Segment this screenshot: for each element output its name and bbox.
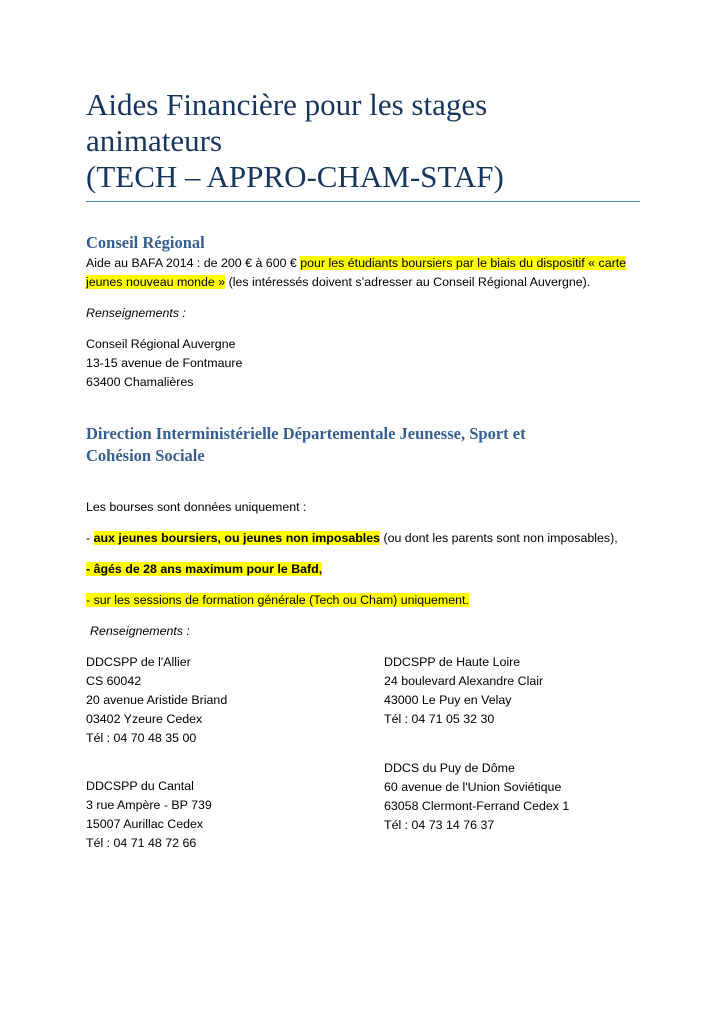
title-line-2: animateurs bbox=[86, 123, 223, 158]
contact-line: 63058 Clermont-Ferrand Cedex 1 bbox=[384, 799, 570, 813]
title-underline bbox=[86, 201, 640, 202]
contact-cantal bbox=[86, 777, 212, 853]
contact-line: 20 avenue Aristide Briand bbox=[86, 693, 228, 707]
contact-line: Tél : 04 71 48 72 66 bbox=[86, 836, 197, 850]
address-line: 13-15 avenue de Fontmaure bbox=[86, 356, 243, 370]
contact-line: DDCS du Puy de Dôme bbox=[384, 761, 515, 775]
contact-line: Tél : 04 73 14 76 37 bbox=[384, 818, 495, 832]
item3-text: - sur les sessions de formation générale (Tech ou Cham) uniquement. bbox=[86, 593, 469, 607]
conseil-renseignements-label: Renseignements : bbox=[86, 306, 186, 320]
direction-heading-line-1: Direction Interministérielle Départementale Jeunesse, Sport et bbox=[86, 424, 526, 443]
aid-prefix: Aide au BAFA 2014 : de 200 € à 600 € bbox=[86, 256, 301, 270]
aid-suffix: (les intéressés doivent s’adresser au Conseil Régional Auvergne). bbox=[225, 275, 591, 289]
page-title bbox=[86, 87, 646, 195]
item1-highlight: aux jeunes boursiers, ou jeunes non imposables bbox=[93, 531, 381, 545]
contact-line: 15007 Aurillac Cedex bbox=[86, 817, 204, 831]
conseil-address bbox=[86, 335, 242, 392]
direction-intro: Les bourses sont données uniquement : bbox=[86, 500, 307, 514]
conseil-aid-line-2 bbox=[86, 273, 590, 292]
contact-line: DDCSPP de l'Allier bbox=[86, 655, 191, 669]
direction-heading-line-2: Cohésion Sociale bbox=[86, 446, 205, 465]
conseil-aid-line-1 bbox=[86, 254, 626, 273]
contact-line: 24 boulevard Alexandre Clair bbox=[384, 674, 544, 688]
conseil-heading: Conseil Régional bbox=[86, 233, 205, 252]
contact-line: 43000 Le Puy en Velay bbox=[384, 693, 512, 707]
address-line: 63400 Chamalières bbox=[86, 375, 194, 389]
contact-line: Tél : 04 71 05 32 30 bbox=[384, 712, 495, 726]
condition-item-2 bbox=[86, 560, 322, 579]
title-line-3: (TECH – APPRO-CHAM-STAF) bbox=[86, 159, 504, 194]
aid-highlight-2: jeunes nouveau monde » bbox=[86, 275, 226, 289]
condition-item-3 bbox=[86, 591, 469, 610]
direction-heading bbox=[86, 423, 526, 467]
item2-text: - âgés de 28 ans maximum pour le Bafd, bbox=[86, 562, 323, 576]
contact-line: CS 60042 bbox=[86, 674, 142, 688]
contact-line: Tél : 04 70 48 35 00 bbox=[86, 731, 197, 745]
contact-line: DDCSPP du Cantal bbox=[86, 779, 194, 793]
contact-puy-de-dome bbox=[384, 759, 569, 835]
contact-line: DDCSPP de Haute Loire bbox=[384, 655, 521, 669]
aid-highlight-1: pour les étudiants boursiers par le biais du dispositif « carte bbox=[300, 256, 627, 270]
contact-allier bbox=[86, 653, 227, 748]
item-dash: - bbox=[86, 531, 94, 545]
condition-item-1 bbox=[86, 529, 618, 548]
direction-renseignements-label: Renseignements : bbox=[90, 624, 190, 638]
title-line-1: Aides Financière pour les stages bbox=[86, 87, 488, 122]
contact-line: 60 avenue de l'Union Soviétique bbox=[384, 780, 562, 794]
item1-suffix: (ou dont les parents sont non imposables), bbox=[380, 531, 618, 545]
address-line: Conseil Régional Auvergne bbox=[86, 337, 236, 351]
contact-line: 3 rue Ampère - BP 739 bbox=[86, 798, 212, 812]
contact-haute-loire bbox=[384, 653, 543, 729]
contact-line: 03402 Yzeure Cedex bbox=[86, 712, 203, 726]
